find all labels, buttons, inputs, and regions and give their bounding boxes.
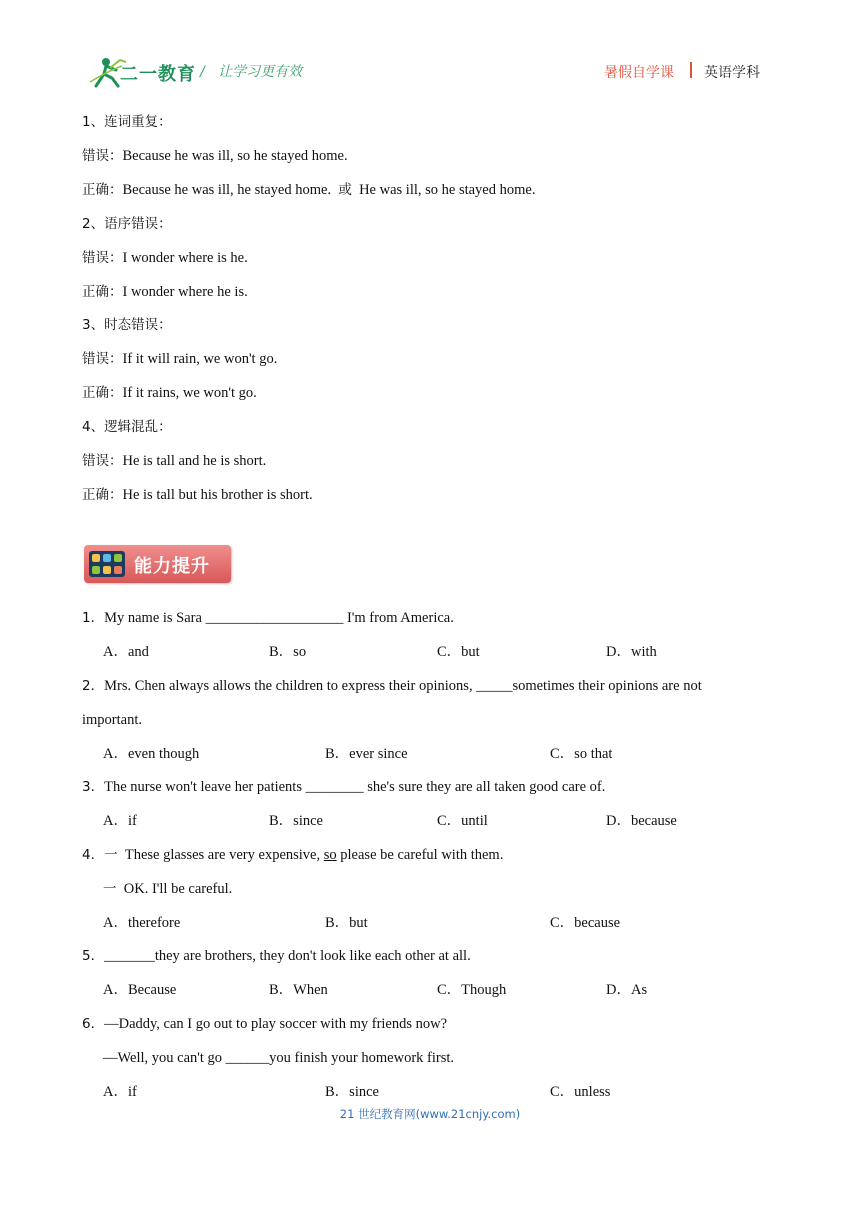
error-right-3: 正确：If it rains, we won't go. [82,385,257,401]
q3-option-d: D．because [606,813,677,829]
section-badge [84,545,231,583]
q1-option-d: D．with [606,644,657,660]
question-2-continued: important. [82,712,143,728]
error-wrong-3: 错误：If it will rain, we won't go. [82,351,278,367]
q3-option-b: B．since [269,813,323,829]
slogan-text: 让学习更有效 [218,64,303,80]
question-1: 1．My name is Sara ___________________ I'm from America. [82,610,454,626]
error-right-2: 正确：I wonder where he is. [82,284,248,300]
error-wrong-4: 错误：He is tall and he is short. [82,453,267,469]
logo-text: 二一教育 [120,64,196,85]
q5-option-d: D．As [606,982,648,998]
q4-option-a: A．therefore [103,915,181,931]
section-badge-label: 能力提升 [134,556,210,577]
q1-option-a: A．and [103,644,149,660]
q3-option-c: C．until [437,813,488,829]
q2-option-c: C．so that [550,746,613,762]
q6-option-c: C．unless [550,1084,611,1100]
footer-link[interactable]: 21 世纪教育网(www.21cnjy.com) [339,1107,521,1121]
error-wrong-2: 错误：I wonder where is he. [82,250,248,266]
q2-option-a: A．even though [103,746,200,762]
question-4-reply: 一 OK. I'll be careful. [103,881,233,897]
error-right-1: 正确：Because he was ill, he stayed home. 或 He was ill, so he stayed home. [82,182,536,198]
error-wrong-1: 错误：Because he was ill, so he stayed home. [82,148,348,164]
q5-option-a: A．Because [103,982,177,998]
error-title-1: 1、连词重复： [82,114,172,130]
q5-option-c: C．Though [437,982,507,998]
question-4: 4．一 These glasses are very expensive, so please be careful with them. [82,847,504,863]
course-label: 暑假自学课 [604,65,674,81]
header-divider [690,62,692,78]
q6-option-b: B．since [325,1084,379,1100]
question-3: 3．The nurse won't leave her patients ________ she's sure they are all taken good care of. [82,779,606,795]
q1-option-c: C．but [437,644,480,660]
error-right-4: 正确：He is tall but his brother is short. [82,487,313,503]
q5-option-b: B．When [269,982,328,998]
question-6: 6．—Daddy, can I go out to play soccer with my friends now? [82,1016,448,1032]
error-title-2: 2、语序错误： [82,216,172,232]
people-grid-icon [89,551,125,577]
q6-option-a: A．if [103,1084,137,1100]
q4-option-c: C．because [550,915,621,931]
question-5: 5．_______they are brothers, they don't look like each other at all. [82,948,471,964]
slogan-slash: / [200,64,205,80]
q2-option-b: B．ever since [325,746,408,762]
subject-label: 英语学科 [704,65,760,81]
q1-option-b: B．so [269,644,307,660]
slogan [200,61,302,81]
error-title-3: 3、时态错误： [82,317,172,333]
question-2: 2．Mrs. Chen always allows the children to express their opinions, _____sometimes their opinions are not [82,678,702,694]
error-title-4: 4、逻辑混乱： [82,419,172,435]
q4-option-b: B．but [325,915,368,931]
page-header [0,0,860,100]
q3-option-a: A．if [103,813,137,829]
question-6-reply: —Well, you can't go ______you finish your homework first. [103,1050,455,1066]
